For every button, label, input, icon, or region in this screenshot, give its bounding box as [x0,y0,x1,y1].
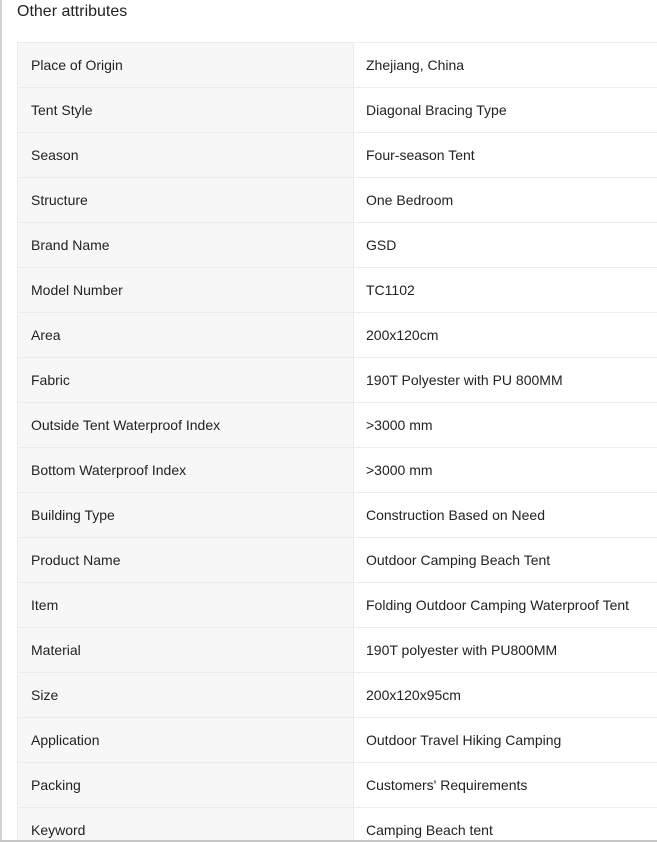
attribute-value: >3000 mm [354,403,657,447]
attribute-value: Four-season Tent [354,133,657,177]
attribute-value: TC1102 [354,268,657,312]
table-row [17,223,657,268]
attribute-key: Size [17,673,354,717]
attribute-key: Tent Style [17,88,354,132]
attributes-table [17,42,657,842]
attribute-key: Product Name [17,538,354,582]
table-row [17,313,657,358]
attribute-value: 190T polyester with PU800MM [354,628,657,672]
attribute-value: GSD [354,223,657,267]
table-row [17,583,657,628]
table-row [17,763,657,808]
table-row [17,133,657,178]
table-row [17,268,657,313]
table-row [17,88,657,133]
attribute-value: One Bedroom [354,178,657,222]
table-row [17,403,657,448]
table-row [17,448,657,493]
table-row [17,493,657,538]
attribute-key: Outside Tent Waterproof Index [17,403,354,447]
table-row [17,673,657,718]
attribute-value: Zhejiang, China [354,43,657,87]
left-divider [0,0,2,842]
table-row [17,178,657,223]
attribute-key: Packing [17,763,354,807]
attribute-key: Structure [17,178,354,222]
table-row [17,628,657,673]
attribute-value: Camping Beach tent [354,808,657,842]
attribute-key: Bottom Waterproof Index [17,448,354,492]
attribute-value: Outdoor Camping Beach Tent [354,538,657,582]
attribute-key: Material [17,628,354,672]
attribute-value: Construction Based on Need [354,493,657,537]
attribute-value: 200x120x95cm [354,673,657,717]
attribute-key: Building Type [17,493,354,537]
attribute-key: Area [17,313,354,357]
attribute-key: Fabric [17,358,354,402]
table-row [17,43,657,88]
table-row [17,808,657,842]
attribute-key: Keyword [17,808,354,842]
table-row [17,538,657,583]
attribute-value: 200x120cm [354,313,657,357]
attribute-value: 190T Polyester with PU 800MM [354,358,657,402]
attribute-value: >3000 mm [354,448,657,492]
attribute-value: Outdoor Travel Hiking Camping [354,718,657,762]
table-row [17,718,657,763]
attribute-key: Place of Origin [17,43,354,87]
attribute-value: Folding Outdoor Camping Waterproof Tent [354,583,657,627]
attribute-key: Item [17,583,354,627]
section-title: Other attributes [17,3,128,20]
attribute-value: Customers' Requirements [354,763,657,807]
attribute-key: Application [17,718,354,762]
attribute-value: Diagonal Bracing Type [354,88,657,132]
attribute-key: Model Number [17,268,354,312]
attribute-key: Season [17,133,354,177]
attribute-key: Brand Name [17,223,354,267]
table-row [17,358,657,403]
